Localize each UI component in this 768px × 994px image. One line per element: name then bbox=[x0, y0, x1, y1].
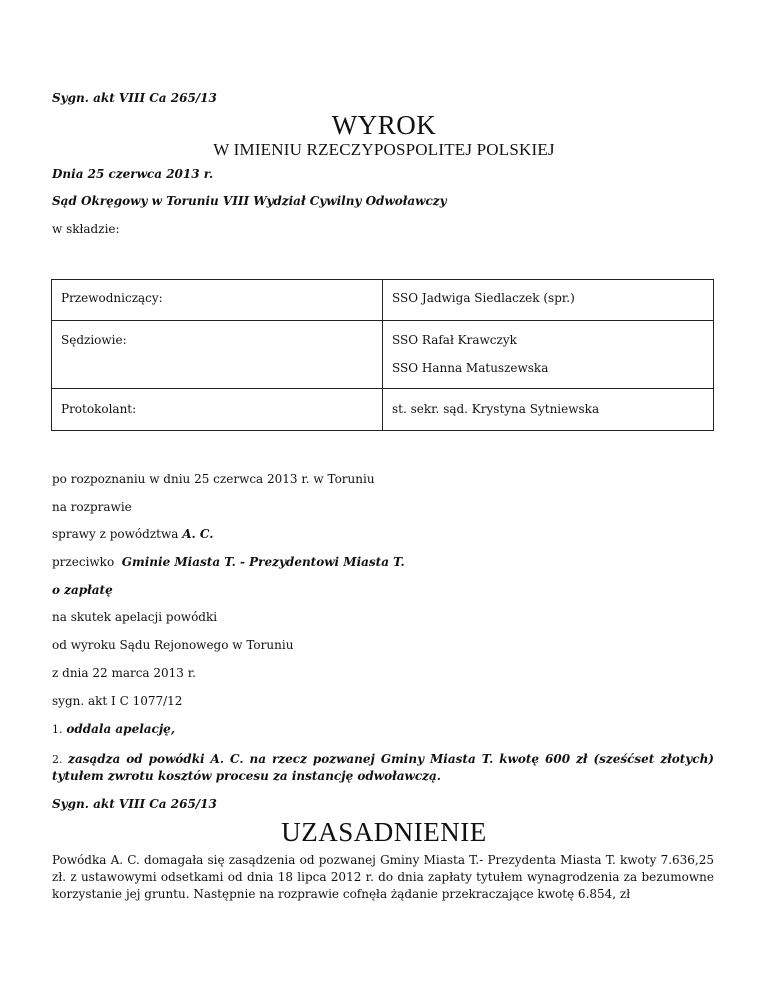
against-prefix: przeciwko bbox=[52, 555, 122, 569]
clerk-value: st. sekr. sąd. Krystyna Sytniewska bbox=[392, 402, 600, 416]
clerk-label: Protokolant: bbox=[61, 402, 137, 416]
judges-label: Sędziowie: bbox=[61, 333, 127, 347]
verdict-title: WYROK bbox=[331, 110, 437, 140]
case-subject: o zapłatę bbox=[52, 583, 113, 597]
court-name: Sąd Okręgowy w Toruniu VIII Wydział Cywilny Odwoławczy bbox=[52, 194, 447, 208]
claimant-name: A. C. bbox=[182, 527, 214, 541]
ruling-1-text: oddala apelację, bbox=[66, 722, 175, 736]
after-hearing-line: po rozpoznaniu w dniu 25 czerwca 2013 r. w Toruniu bbox=[52, 472, 375, 486]
chair-value: SSO Jadwiga Siedlaczek (spr.) bbox=[392, 291, 575, 305]
appeal-line: na skutek apelacji powódki bbox=[52, 610, 218, 624]
ruling-2 bbox=[52, 751, 714, 785]
justification-paragraph: Powódka A. C. domagała się zasądzenia od pozwanej Gminy Miasta T.- Prezydenta Miasta T. kwoty 7.636,25 zł. z ustawowymi odsetkami od dnia 18 lipca 2012 r. do dnia zapłaty tytułem wynagrodzenia za bezumowne korzystanie jej gruntu. Następnie na rozprawie cofnęła żądanie przekraczające kwotę 6.854, zł bbox=[52, 853, 714, 901]
verdict-date: Dnia 25 czerwca 2013 r. bbox=[52, 167, 214, 181]
ruling-1 bbox=[52, 722, 175, 736]
justification-title: UZASADNIENIE bbox=[281, 817, 487, 847]
lower-court-ref: sygn. akt I C 1077/12 bbox=[52, 694, 183, 708]
ruling-1-number: 1. bbox=[52, 723, 63, 736]
in-name-of-republic: W IMIENIU RZECZYPOSPOLITEJ POLSKIEJ bbox=[213, 140, 555, 159]
case-reference-top: Sygn. akt VIII Ca 265/13 bbox=[52, 91, 217, 105]
ruling-2-text: zasądza od powódki A. C. na rzecz pozwanej Gminy Miasta T. kwotę 600 zł (sześćset złotych) tytułem zwrotu kosztów procesu za instancję odwoławczą. bbox=[52, 752, 714, 783]
claimant-line bbox=[52, 527, 213, 541]
case-from-prefix: sprawy z powództwa bbox=[52, 527, 183, 541]
judge-1: SSO Rafał Krawczyk bbox=[392, 333, 517, 347]
ruling-2-number: 2. bbox=[52, 753, 63, 766]
judge-2: SSO Hanna Matuszewska bbox=[392, 361, 549, 375]
composition-label: w składzie: bbox=[52, 222, 120, 236]
from-judgment-line: od wyroku Sądu Rejonowego w Toruniu bbox=[52, 638, 294, 652]
chair-label: Przewodniczący: bbox=[61, 291, 163, 305]
at-hearing-line: na rozprawie bbox=[52, 500, 132, 514]
defendant-name: Gminie Miasta T. - Prezydentowi Miasta T. bbox=[121, 555, 405, 569]
judgment-date-line: z dnia 22 marca 2013 r. bbox=[52, 666, 196, 680]
case-reference-bottom: Sygn. akt VIII Ca 265/13 bbox=[52, 797, 217, 811]
defendant-line bbox=[52, 555, 405, 569]
